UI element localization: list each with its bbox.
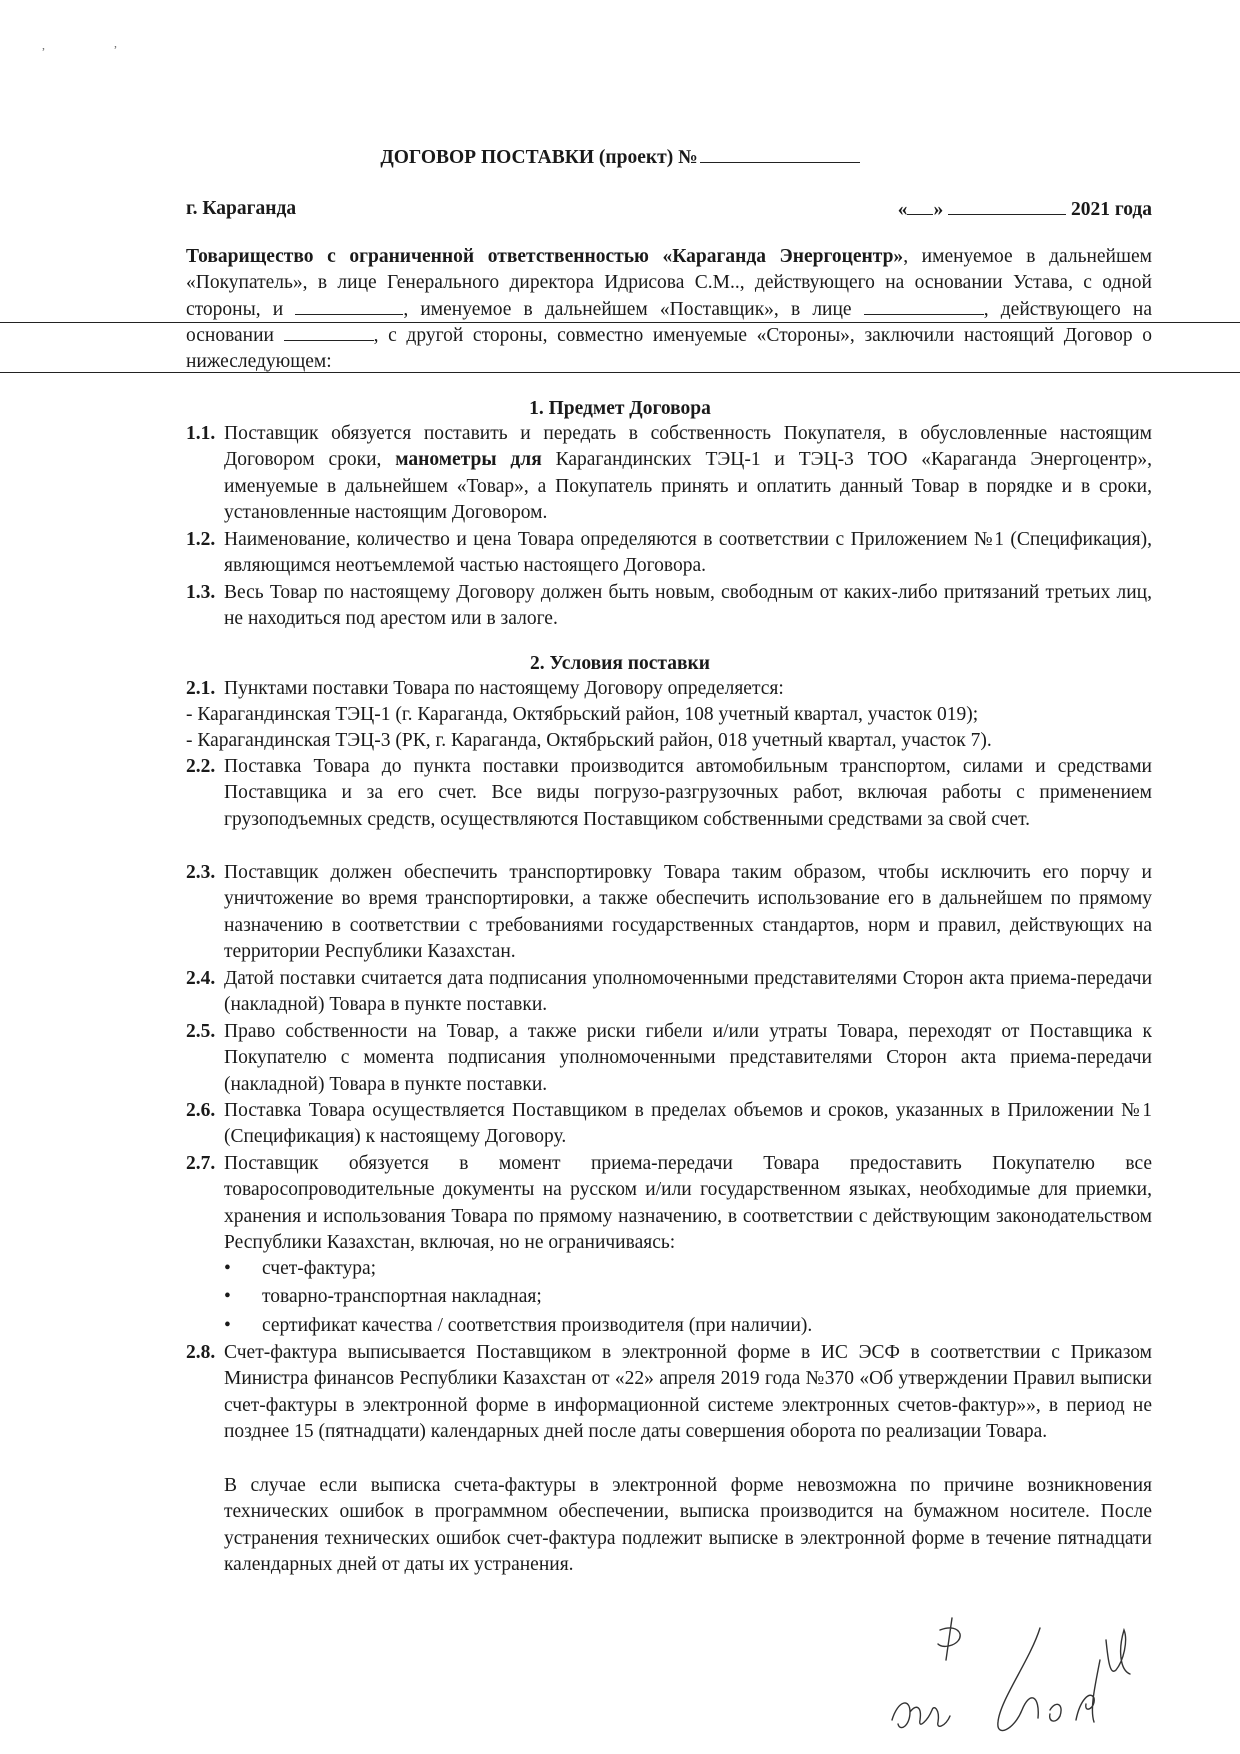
document-list-item: • товарно-транспортная накладная; (224, 1286, 542, 1307)
clause-2-8: 2.8. Счет-фактура выписывается Поставщиком в электронной форме в ИС ЭСФ в соответствии с Приказом Министра финансов Республики Казахстан от «22» апреля 2019 года №370 «Об утверждении Правил выписки счет-фактуры в электронной форме в информационной системе электронных счетов-фактур»», в период не позднее 15 (пятнадцати) календарных дней после даты совершения оборота по реализации Товара. (186, 1342, 1152, 1442)
basis-blank (284, 324, 374, 341)
preamble: Товарищество с ограниченной ответственностью «Караганда Энергоцентр», именуемое в дальнейшем «Покупатель», в лице Генерального директора Идрисова С.М.., действующего на основании Устава, с одной стороны, и , именуемое в дальнейшем «Поставщик», в лице , действующего на основании , с другой стороны, совместно именуемые «Стороны», заключили настоящий Договор о нижеследующем: (186, 246, 1153, 373)
clause-2-1: 2.1. Пунктами поставки Товара по настоящему Договору определяется: (186, 678, 784, 699)
representative-blank (864, 298, 984, 315)
month-blank (948, 198, 1066, 215)
section-1-heading: 1. Предмет Договора (529, 398, 711, 419)
document-list-item: • сертификат качества / соответствия производителя (при наличии). (224, 1315, 813, 1336)
document-list-item: • счет-фактура; (224, 1258, 377, 1279)
section-2-heading: 2. Условия поставки (530, 653, 710, 674)
clause-1-2: 1.2. Наименование, количество и цена Товара определяются в соответствии с Приложением №1 (Спецификация), являющимся неотъемлемой частью настоящего Договора. (186, 529, 1152, 577)
contract-date: « » 2021 года (897, 199, 1152, 220)
scan-mark: , (114, 36, 117, 50)
document-title (0, 146, 1240, 169)
clause-2-7: 2.7. Поставщик обязуется в момент приема-передачи Товара предоставить Покупателю все товаросопроводительные документы на русском и/или государственном языках, необходимые для приемки, хранения и использования Товара по прямому назначению, в соответствии с действующим законодательством Республики Казахстан, включая, но не ограничиваясь: (186, 1153, 1152, 1253)
delivery-point-1: - Карагандинская ТЭЦ-1 (г. Караганда, Октябрьский район, 108 учетный квартал, участок 019); (186, 704, 979, 725)
supplier-name-blank (295, 298, 403, 315)
city: г. Караганда (186, 198, 297, 219)
clause-1-1: 1.1. Поставщик обязуется поставить и передать в собственность Покупателя, в обусловленные настоящим Договором сроки, манометры для Карагандинских ТЭЦ-1 и ТЭЦ-3 ТОО «Караганда Энергоцентр», именуемые в дальнейшем «Товар», а Покупатель принять и оплатить данный Товар в порядке и в сроки, установленные настоящим Договором. (186, 423, 1153, 523)
clause-2-4: 2.4. Датой поставки считается дата подписания уполномоченными представителями Сторон акта приема-передачи (накладной) Товара в пункте поставки. (186, 968, 1152, 1016)
title-text: ДОГОВОР ПОСТАВКИ (проект) № (380, 147, 698, 168)
clause-2-5: 2.5. Право собственности на Товар, а также риски гибели и/или утраты Товара, переходят от Поставщика к Покупателю с момента подписания уполномоченными представителями Сторон акта приема-передачи (накладной) Товара в пункте поставки. (186, 1021, 1152, 1095)
contract-number-blank (700, 146, 860, 163)
clause-2-3: 2.3. Поставщик должен обеспечить транспортировку Товара таким образом, чтобы исключить его порчу и уничтожение во время транспортировки, а также обеспечить использование его в дальнейшем по прямому назначению в соответствии с требованиями государственных стандартов, норм и правил, действующих на территории Республики Казахстан. (186, 862, 1152, 962)
day-blank (907, 198, 933, 215)
scan-line (0, 372, 1240, 373)
scan-mark: , (42, 38, 45, 52)
clause-2-6: 2.6. Поставка Товара осуществляется Поставщиком в пределах объемов и сроков, указанных в Приложении №1 (Спецификация) к настоящему Договору. (186, 1100, 1152, 1148)
handwritten-signatures (880, 1600, 1180, 1750)
year-text: 2021 года (1070, 199, 1152, 220)
scan-line (0, 322, 1240, 323)
buyer-org-name: Товарищество с ограниченной ответственностью «Караганда Энергоцентр» (186, 246, 904, 267)
delivery-point-2: - Карагандинская ТЭЦ-3 (РК, г. Караганда, Октябрьский район, 018 учетный квартал, участок 7). (186, 730, 992, 751)
clause-2-2: 2.2. Поставка Товара до пункта поставки производится автомобильным транспортом, силами и средствами Поставщика и за его счет. Все виды погрузо-разгрузочных работ, включая работы с применением грузоподъемных средств, осуществляются Поставщиком собственными средствами за свой счет. (186, 756, 1152, 830)
clause-2-8-paragraph-2: В случае если выписка счета-фактуры в электронной форме невозможна по причине возникновения технических ошибок в программном обеспечении, выписка производится на бумажном носителе. После устранения технических ошибок счет-фактура подлежит выписке в электронной форме в течение пятнадцати календарных дней от даты их устранения. (224, 1475, 1152, 1575)
clause-1-3: 1.3. Весь Товар по настоящему Договору должен быть новым, свободным от каких-либо притязаний третьих лиц, не находиться под арестом или в залоге. (186, 582, 1152, 630)
